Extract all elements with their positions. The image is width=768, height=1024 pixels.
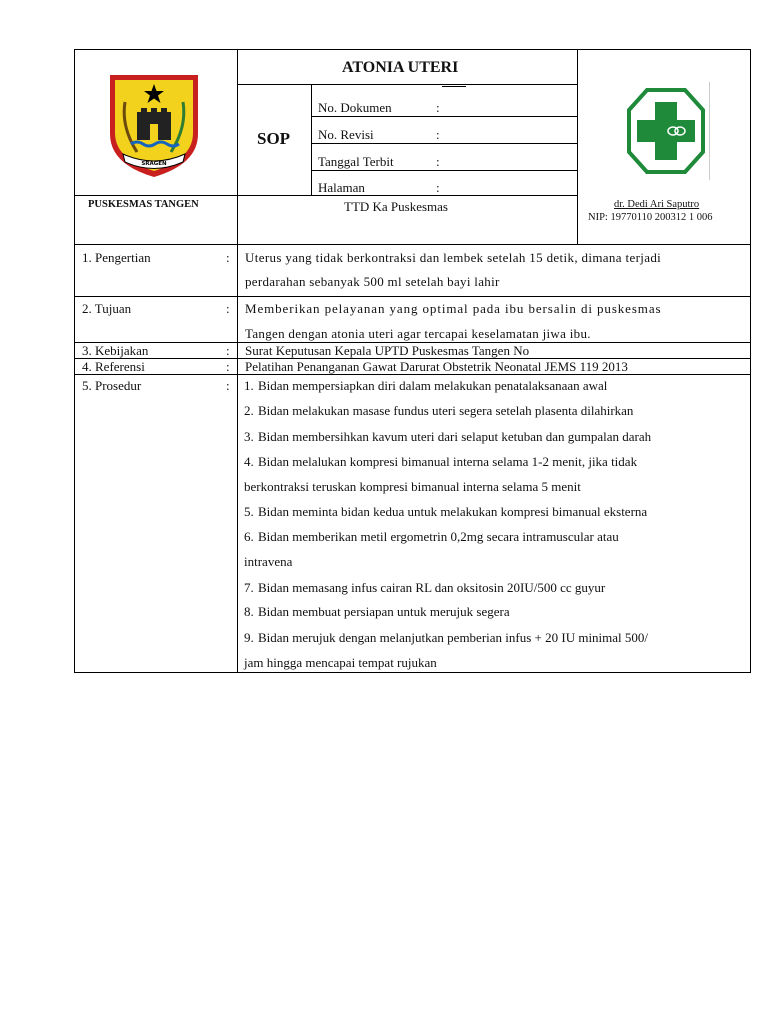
step-6: 6. Bidan memberikan metil ergometrin 0,2mg secara intramuscular atau xyxy=(244,529,619,544)
row-sep: : xyxy=(226,359,230,374)
step-9: 9. Bidan merujuk dengan melanjutkan pemberian infus + 20 IU minimal 500/ xyxy=(244,630,649,645)
step-7: 7. Bidan memasang infus cairan RL dan oksitosin 20IU/500 cc guyur xyxy=(244,580,606,595)
field-sep: : xyxy=(436,154,440,169)
tujuan-line-1: Memberikan pelayanan yang optimal pada ibu bersalin di puskesmas xyxy=(245,301,662,316)
ttd-label: TTD Ka Puskesmas xyxy=(344,199,448,214)
step-4-cont: berkontraksi teruskan kompresi bimanual interna selama 5 menit xyxy=(244,479,581,494)
crest-motto: SRAGEN xyxy=(141,161,167,167)
field-label-no-dokumen: No. Dokumen xyxy=(318,100,392,115)
field-label-tanggal-terbit: Tanggal Terbit xyxy=(318,154,394,169)
field-sep: : xyxy=(436,100,440,115)
step-3: 3. Bidan membersihkan kavum uteri dari selaput ketuban dan gumpalan darah xyxy=(244,429,652,444)
step-9-cont: jam hingga mencapai tempat rujukan xyxy=(244,655,437,670)
unit-name: PUSKESMAS TANGEN xyxy=(88,199,199,210)
field-label-no-revisi: No. Revisi xyxy=(318,127,374,142)
green-cross-icon xyxy=(627,88,705,174)
signer-name: dr. Dedi Ari Saputro xyxy=(614,199,700,210)
field-label-halaman: Halaman xyxy=(318,180,365,195)
row-sep: : xyxy=(226,250,230,265)
row-label-tujuan: 2. Tujuan xyxy=(82,301,132,316)
row-sep: : xyxy=(226,301,230,316)
step-6-cont: intravena xyxy=(244,554,293,569)
row-label-kebijakan: 3. Kebijakan xyxy=(82,343,149,358)
referensi-text: Pelatihan Penanganan Gawat Darurat Obstetrik Neonatal JEMS 119 2013 xyxy=(245,359,628,374)
tujuan-line-2: Tangen dengan atonia uteri agar tercapai keselamatan jiwa ibu. xyxy=(245,326,591,341)
step-1: 1. Bidan mempersiapkan diri dalam melakukan penatalaksanaan awal xyxy=(244,378,608,393)
pengertian-line-1: Uterus yang tidak berkontraksi dan lembek setelah 15 detik, dimana terjadi xyxy=(245,250,662,265)
kebijakan-text: Surat Keputusan Kepala UPTD Puskesmas Tangen No xyxy=(245,343,530,358)
document-title: ATONIA UTERI xyxy=(342,59,459,76)
row-sep: : xyxy=(226,378,230,393)
signer-nip: NIP: 19770110 200312 1 006 xyxy=(588,212,713,223)
step-8: 8. Bidan membuat persiapan untuk merujuk segera xyxy=(244,604,510,619)
step-2: 2. Bidan melakukan masase fundus uteri segera setelah plasenta dilahirkan xyxy=(244,403,634,418)
row-label-prosedur: 5. Prosedur xyxy=(82,378,142,393)
crest-shield-icon xyxy=(107,72,201,180)
pengertian-line-2: perdarahan sebanyak 500 ml setelah bayi lahir xyxy=(245,274,500,289)
field-sep: : xyxy=(436,180,440,195)
row-label-pengertian: 1. Pengertian xyxy=(82,250,151,265)
row-label-referensi: 4. Referensi xyxy=(82,359,145,374)
row-sep: : xyxy=(226,343,230,358)
regency-crest-logo xyxy=(107,72,201,180)
puskesmas-logo xyxy=(627,88,705,174)
field-sep: : xyxy=(436,127,440,142)
sop-label: SOP xyxy=(257,129,291,148)
step-4: 4. Bidan melalukan kompresi bimanual interna selama 1-2 menit, jika tidak xyxy=(244,454,638,469)
step-5: 5. Bidan meminta bidan kedua untuk melakukan kompresi bimanual eksterna xyxy=(244,504,648,519)
